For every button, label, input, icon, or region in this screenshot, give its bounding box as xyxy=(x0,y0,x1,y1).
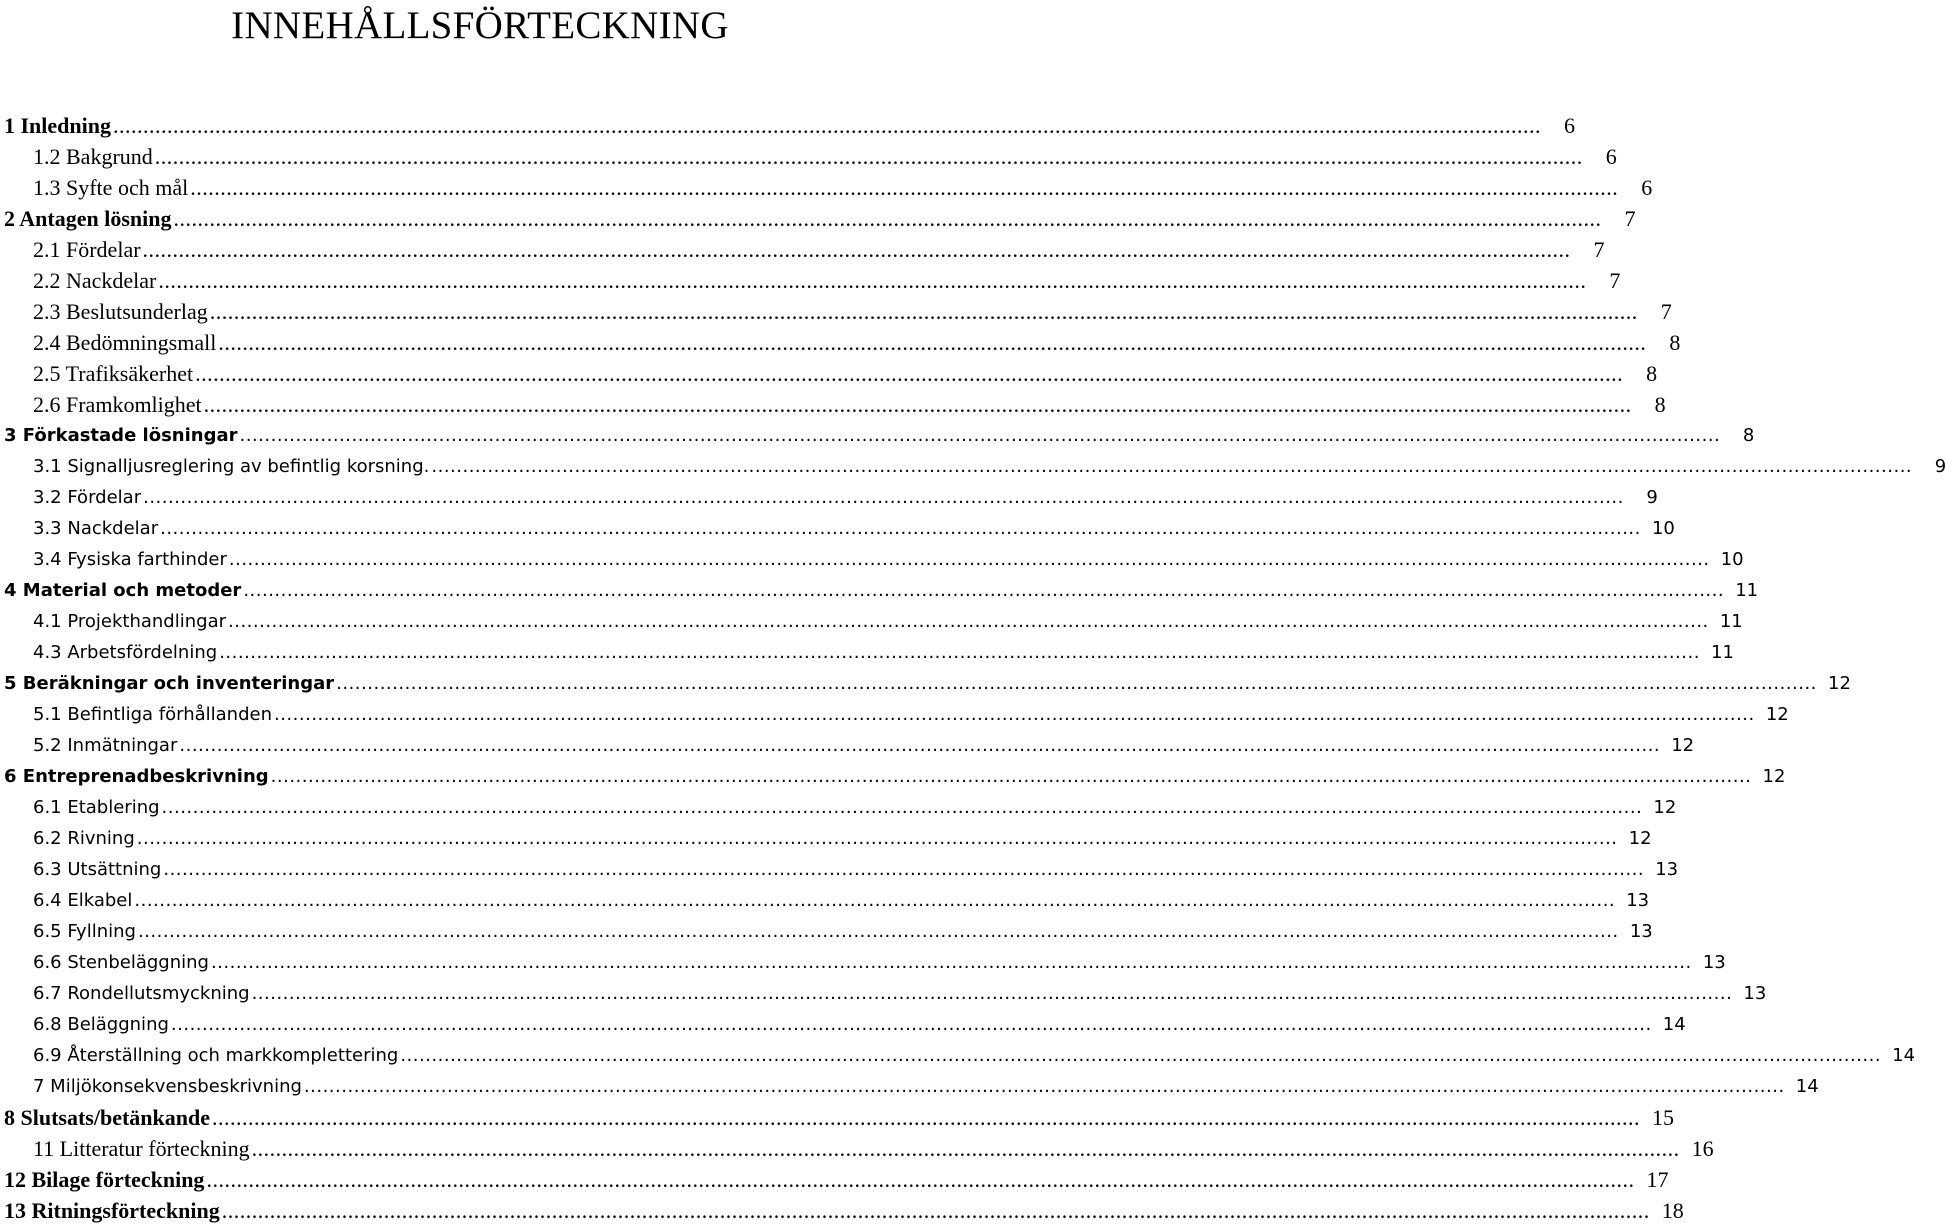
toc-entry-label: 1 Inledning xyxy=(4,113,111,138)
toc-dot-leader xyxy=(174,203,1602,234)
toc-entry-label: 12 Bilage förteckning xyxy=(4,1167,205,1192)
toc-entry-page-number: 13 xyxy=(1626,890,1650,911)
toc-entry-page-number: 14 xyxy=(1662,1014,1686,1035)
toc-dot-leader xyxy=(431,451,1912,482)
toc-entry-page-number: 13 xyxy=(1743,983,1767,1004)
toc-entry-page-number: 17 xyxy=(1646,1167,1669,1192)
toc-entry[interactable] xyxy=(0,110,1575,141)
toc-entry-label: 6.6 Stenbeläggning xyxy=(33,952,209,973)
toc-entry-label: 4 Material och metoder xyxy=(4,580,242,601)
toc-dot-leader xyxy=(304,1071,1785,1102)
toc-entry-page-number: 7 xyxy=(1609,268,1621,293)
toc-entry[interactable] xyxy=(0,947,1726,978)
toc-dot-leader xyxy=(240,420,1721,451)
toc-entry-label: 1.2 Bakgrund xyxy=(33,144,153,169)
toc-entry-page-number: 8 xyxy=(1669,330,1681,355)
toc-dot-leader xyxy=(143,482,1624,513)
toc-entry-page-number: 7 xyxy=(1593,237,1605,262)
toc-entry[interactable] xyxy=(0,1040,1916,1071)
toc-entry-label: 2.6 Framkomlighet xyxy=(33,392,202,417)
toc-entry-page-number: 6 xyxy=(1605,144,1617,169)
toc-entry[interactable] xyxy=(0,637,1734,668)
toc-entry-label: 6.5 Fyllning xyxy=(33,921,136,942)
toc-entry[interactable] xyxy=(0,792,1677,823)
toc-entry[interactable] xyxy=(0,885,1650,916)
toc-entry-label: 3.3 Nackdelar xyxy=(33,518,159,539)
toc-dot-leader xyxy=(229,544,1710,575)
toc-entry-page-number: 13 xyxy=(1702,952,1726,973)
toc-entry[interactable] xyxy=(0,1009,1686,1040)
toc-entry-label: 6.4 Elkabel xyxy=(33,890,133,911)
toc-entry-label: 3.4 Fysiska farthinder xyxy=(33,549,227,570)
toc-entry-label: 4.1 Projekthandlingar xyxy=(33,611,226,632)
toc-entry-page-number: 9 xyxy=(1646,487,1658,508)
toc-entry-label: 8 Slutsats/betänkande xyxy=(4,1105,211,1130)
toc-entry-label: 2.4 Bedömningsmall xyxy=(33,330,217,355)
toc-dot-leader xyxy=(158,265,1586,296)
toc-entry-label: 13 Ritningsförteckning xyxy=(4,1198,220,1223)
toc-entry-label: 5 Beräkningar och inventeringar xyxy=(4,673,335,694)
toc-entry-label: 1.3 Syfte och mål xyxy=(33,175,189,200)
toc-entry-page-number: 14 xyxy=(1795,1076,1819,1097)
toc-entry-label: 2.5 Trafiksäkerhet xyxy=(33,361,194,386)
toc-entry-label: 6 Entreprenadbeskrivning xyxy=(4,766,269,787)
toc-entry-page-number: 8 xyxy=(1742,425,1755,446)
toc-dot-leader xyxy=(222,1195,1650,1226)
toc-dot-leader xyxy=(179,730,1660,761)
toc-entry-page-number: 16 xyxy=(1691,1136,1714,1161)
toc-dot-leader xyxy=(252,1133,1680,1164)
toc-entry-label: 2 Antagen lösning xyxy=(4,206,172,231)
toc-entry-page-number: 14 xyxy=(1892,1045,1916,1066)
toc-entry-label: 6.7 Rondellutsmyckning xyxy=(33,983,250,1004)
toc-dot-leader xyxy=(155,141,1583,172)
toc-entry[interactable] xyxy=(0,544,1744,575)
toc-entry-page-number: 12 xyxy=(1628,828,1652,849)
toc-entry-page-number: 11 xyxy=(1711,642,1734,663)
toc-dot-leader xyxy=(160,513,1641,544)
toc-dot-leader xyxy=(163,854,1644,885)
toc-dot-leader xyxy=(400,1040,1881,1071)
toc-entry[interactable] xyxy=(0,327,1681,358)
page-title: INNEHÅLLSFÖRTECKNING xyxy=(231,4,729,47)
toc-entry-label: 6.9 Återställning och markkomplettering xyxy=(33,1045,399,1066)
toc-entry-page-number: 13 xyxy=(1655,859,1679,880)
toc-dot-leader xyxy=(211,947,1692,978)
toc-entry-page-number: 8 xyxy=(1654,392,1666,417)
toc-dot-leader xyxy=(252,978,1733,1009)
toc-entry-page-number: 15 xyxy=(1652,1105,1675,1130)
toc-entry-page-number: 10 xyxy=(1720,549,1744,570)
toc-entry-page-number: 7 xyxy=(1660,299,1672,324)
toc-dot-leader xyxy=(190,172,1618,203)
toc-entry-page-number: 12 xyxy=(1828,673,1851,694)
toc-entry-page-number: 10 xyxy=(1651,518,1675,539)
toc-entry[interactable] xyxy=(0,1164,1669,1195)
toc-entry-page-number: 11 xyxy=(1719,611,1743,632)
toc-entry[interactable] xyxy=(0,668,1851,699)
toc-dot-leader xyxy=(336,668,1817,699)
toc-entry[interactable] xyxy=(0,854,1679,885)
toc-dot-leader xyxy=(243,575,1724,606)
toc-entry[interactable] xyxy=(0,513,1675,544)
toc-entry-label: 2.2 Nackdelar xyxy=(33,268,157,293)
toc-entry-page-number: 11 xyxy=(1735,580,1759,601)
toc-entry-page-number: 6 xyxy=(1641,175,1653,200)
toc-entry-label: 11 Litteratur förteckning xyxy=(33,1136,250,1161)
toc-dot-leader xyxy=(195,358,1623,389)
toc-entry[interactable] xyxy=(0,730,1695,761)
toc-entry[interactable] xyxy=(0,296,1672,327)
toc-dot-leader xyxy=(138,916,1619,947)
toc-entry-page-number: 18 xyxy=(1661,1198,1684,1223)
toc-entry-page-number: 12 xyxy=(1762,766,1786,787)
toc-entry-label: 5.1 Befintliga förhållanden xyxy=(33,704,272,725)
toc-entry[interactable] xyxy=(0,1071,1819,1102)
toc-dot-leader xyxy=(113,110,1541,141)
toc-entry-page-number: 12 xyxy=(1765,704,1789,725)
toc-entry-page-number: 7 xyxy=(1624,206,1636,231)
toc-entry-label: 6.1 Etablering xyxy=(33,797,160,818)
toc-entry[interactable] xyxy=(0,823,1652,854)
toc-entry-label: 7 Miljökonsekvensbeskrivning xyxy=(33,1076,302,1097)
toc-entry[interactable] xyxy=(0,1195,1684,1226)
toc-dot-leader xyxy=(218,327,1646,358)
toc-entry-page-number: 6 xyxy=(1564,113,1575,138)
toc-entry[interactable] xyxy=(0,358,1658,389)
toc-dot-leader xyxy=(210,296,1638,327)
toc-entry[interactable] xyxy=(0,451,1946,482)
toc-dot-leader xyxy=(219,637,1700,668)
toc-entry[interactable] xyxy=(0,389,1666,420)
toc-entry-label: 4.3 Arbetsfördelning xyxy=(33,642,218,663)
toc-dot-leader xyxy=(271,761,1752,792)
toc-entry-page-number: 12 xyxy=(1671,735,1695,756)
toc-entry-label: 5.2 Inmätningar xyxy=(33,735,178,756)
toc-entry[interactable] xyxy=(0,420,1755,451)
toc-entry-label: 3.1 Signalljusreglering av befintlig korsning. xyxy=(33,456,430,477)
toc-dot-leader xyxy=(143,234,1571,265)
toc-dot-leader xyxy=(171,1009,1652,1040)
toc-entry[interactable] xyxy=(0,1102,1675,1133)
toc-entry-label: 3 Förkastade lösningar xyxy=(4,425,238,446)
toc-entry[interactable] xyxy=(0,1133,1714,1164)
toc-entry-label: 2.1 Fördelar xyxy=(33,237,141,262)
toc-entry-label: 2.3 Beslutsunderlag xyxy=(33,299,208,324)
toc-dot-leader xyxy=(204,389,1632,420)
table-of-contents xyxy=(0,110,1946,1226)
toc-entry[interactable] xyxy=(0,916,1653,947)
toc-entry[interactable] xyxy=(0,265,1621,296)
toc-entry[interactable] xyxy=(0,141,1617,172)
toc-dot-leader xyxy=(212,1102,1640,1133)
toc-entry[interactable] xyxy=(0,234,1605,265)
toc-dot-leader xyxy=(137,823,1618,854)
toc-entry-label: 3.2 Fördelar xyxy=(33,487,142,508)
toc-entry-label: 6.2 Rivning xyxy=(33,828,135,849)
toc-entry-page-number: 12 xyxy=(1653,797,1677,818)
toc-dot-leader xyxy=(228,606,1709,637)
toc-entry-label: 6.8 Beläggning xyxy=(33,1014,169,1035)
toc-entry[interactable] xyxy=(0,203,1636,234)
toc-dot-leader xyxy=(134,885,1615,916)
toc-entry[interactable] xyxy=(0,699,1789,730)
toc-entry[interactable] xyxy=(0,761,1786,792)
toc-entry-page-number: 8 xyxy=(1646,361,1658,386)
toc-entry-label: 6.3 Utsättning xyxy=(33,859,162,880)
toc-dot-leader xyxy=(162,792,1643,823)
toc-entry[interactable] xyxy=(0,575,1759,606)
toc-entry[interactable] xyxy=(0,172,1653,203)
toc-dot-leader xyxy=(274,699,1755,730)
toc-entry-page-number: 13 xyxy=(1629,921,1653,942)
toc-dot-leader xyxy=(206,1164,1634,1195)
toc-entry-page-number: 9 xyxy=(1934,456,1946,477)
toc-entry[interactable] xyxy=(0,978,1767,1009)
toc-entry[interactable] xyxy=(0,606,1743,637)
toc-entry[interactable] xyxy=(0,482,1658,513)
